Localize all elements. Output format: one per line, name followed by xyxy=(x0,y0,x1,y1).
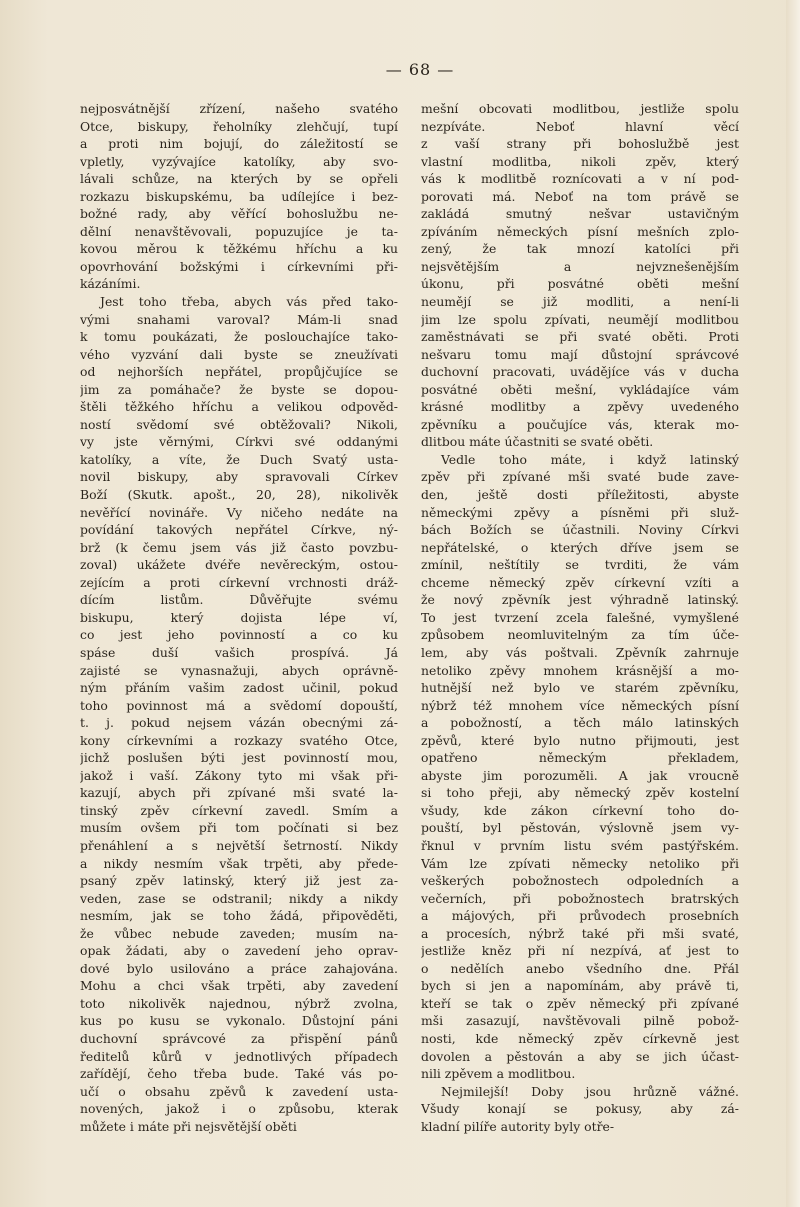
text-line: veškerých pobožnostech odpoledních a xyxy=(421,873,739,889)
text-line: Všudy konají se pokusy, aby zá- xyxy=(421,1101,739,1117)
text-line: a procesích, nýbrž také při mši svaté, xyxy=(421,925,739,941)
text-line: toho povinnost má a svědomí dopouští, xyxy=(80,697,398,713)
text-line: nejsvětějším a nejvznešenějším xyxy=(421,258,739,274)
text-line: zený, že tak mnozí katolíci při xyxy=(421,241,739,257)
text-line: o nedělích anebo všedního dne. Přál xyxy=(421,960,739,976)
text-line: kteří se tak o zpěv německý při zpívané xyxy=(421,995,739,1011)
text-line: že vůbec nebude zaveden; musím na- xyxy=(80,925,398,941)
text-line: rozkazu biskupskému, ba udílejíce i bez- xyxy=(80,188,398,204)
text-line: zaměstnávati se při svaté oběti. Proti xyxy=(421,329,739,345)
text-line: kazují, abych při zpívané mši svaté la- xyxy=(80,785,398,801)
text-line: t. j. pokud nejsem vázán obecnými zá- xyxy=(80,715,398,731)
text-line: nešvaru tomu mají důstojní správcové xyxy=(421,346,739,362)
text-line: dícím listům. Důvěřujte svému xyxy=(80,592,398,608)
text-line: řknul v prvním listu svém pastýřském. xyxy=(421,837,739,853)
right-column xyxy=(421,100,739,1135)
text-line: bych si jen a napomínám, aby právě ti, xyxy=(421,978,739,994)
text-line: zejícím a proti církevní vrchnosti dráž- xyxy=(80,574,398,590)
text-line: Boží (Skutk. apošt., 20, 28), nikolivěk xyxy=(80,487,398,503)
text-line: Otce, biskupy, řeholníky zlehčují, tupí xyxy=(80,118,398,134)
text-line: duchovní správcové za přispění pánů xyxy=(80,1030,398,1046)
text-line: zpěvníku a poučujíce vás, kterak mo- xyxy=(421,416,739,432)
text-line: tinský zpěv církevní zavedl. Smím a xyxy=(80,802,398,818)
text-line: vy jste věrnými, Církvi své oddanými xyxy=(80,434,398,450)
text-line: a proti nim bojují, do záležitostí se xyxy=(80,136,398,152)
text-line: jim lze spolu zpívati, neumějí modlitbou xyxy=(421,311,739,327)
text-line: ností svědomí své obtěžovali? Nikoli, xyxy=(80,416,398,432)
text-line: zpěvů, které bylo nutno přijmouti, jest xyxy=(421,732,739,748)
text-line: pouští, byl pěstován, výslovně jsem vy- xyxy=(421,820,739,836)
text-line: toto nikolivěk najednou, nýbrž zvolna, xyxy=(80,995,398,1011)
text-line: opovrhování božskými i církevními při- xyxy=(80,258,398,274)
text-line: spáse duší vašich prospívá. Já xyxy=(80,644,398,660)
text-line: si toho přeji, aby německý zpěv kostelní xyxy=(421,785,739,801)
text-line: psaný zpěv latinský, který již jest za- xyxy=(80,873,398,889)
text-line: jichž poslušen býti jest povinností mou, xyxy=(80,750,398,766)
text-line: nejposvátnější zřízení, našeho svatého xyxy=(80,101,398,116)
text-line: nesmím, jak se toho žádá, připověděti, xyxy=(80,908,398,924)
text-line: neumějí se již modliti, a není-li xyxy=(421,294,739,310)
page-number: — 68 — xyxy=(385,60,455,79)
text-line: biskupu, který dojista lépe ví, xyxy=(80,609,398,625)
text-line: božné rady, aby věřící bohoslužbu ne- xyxy=(80,206,398,222)
text-line: Jest toho třeba, abych vás před tako- xyxy=(100,294,398,310)
paragraph xyxy=(421,1083,739,1136)
text-line: Mohu a chci však trpěti, aby zavedení xyxy=(80,978,398,994)
text-line: jim za pomáhače? že byste se dopou- xyxy=(80,381,398,397)
text-line: mši zasazují, navštěvovali pilně pobož- xyxy=(421,1013,739,1029)
text-line: veden, zase se odstranil; nikdy a nikdy xyxy=(80,890,398,906)
text-line: lem, aby vás poštvali. Zpěvník zahrnuje xyxy=(421,644,739,660)
text-line: duchovní pracovati, uvádějíce vás v ducha xyxy=(421,364,739,380)
text-line: přenáhlení a s největší šetrností. Nikdy xyxy=(80,837,398,853)
text-line: dovolen a pěstován a aby se jich účast- xyxy=(421,1048,739,1064)
text-line: kázáními. xyxy=(80,276,141,292)
text-line: zajisté se vynasnažuji, abych oprávně- xyxy=(80,662,398,678)
text-line: abyste jim porozuměli. A jak vroucně xyxy=(421,767,739,783)
paragraph xyxy=(421,451,739,1083)
text-line: ředitelů kůrů v jednotlivých případech xyxy=(80,1048,398,1064)
paragraph xyxy=(80,293,398,1135)
text-line: zařídějí, čeho třeba bude. Také vás po- xyxy=(80,1066,398,1082)
text-line: vpletly, vyzývajíce katolíky, aby svo- xyxy=(80,153,398,169)
text-line: zpíváním německých písní mešních zplo- xyxy=(421,223,739,239)
text-line: nezpíváte. Neboť hlavní věcí xyxy=(421,118,739,134)
text-line: dové bylo usilováno a práce zahajována. xyxy=(80,960,398,976)
text-line: Vedle toho máte, i když latinský xyxy=(441,451,739,467)
text-line: jestliže kněz při ní nezpívá, ať jest to xyxy=(421,943,739,959)
text-line: nýbrž též mnohem více německých písní xyxy=(421,697,739,713)
text-line: můžete i máte při nejsvětější oběti xyxy=(80,1118,297,1134)
text-line: že nový zpěvník jest výhradně latinský. xyxy=(421,592,739,608)
text-line: den, ještě dosti příležitosti, abyste xyxy=(421,487,739,503)
text-line: lávali schůze, na kterých by se opřeli xyxy=(80,171,398,187)
text-line: kladní pilíře autority byly otře- xyxy=(421,1118,615,1134)
text-line: vlastní modlitba, nikoli zpěv, který xyxy=(421,153,739,169)
text-line: jakož i vaší. Zákony tyto mi však při- xyxy=(80,767,398,783)
text-line: nili zpěvem a modlitbou. xyxy=(421,1066,576,1082)
text-line: mešní obcovati modlitbou, jestliže spolu xyxy=(421,101,739,116)
text-line: hutnější než bylo ve starém zpěvníku, xyxy=(421,680,739,696)
text-line: z vaší strany při bohoslužbě jest xyxy=(421,136,739,152)
text-line: katolíky, a víte, že Duch Svatý usta- xyxy=(80,451,398,467)
text-line: posvátné oběti mešní, vykládajíce vám xyxy=(421,381,739,397)
text-line: úkonu, při posvátné oběti mešní xyxy=(421,276,739,292)
text-line: vého vyzvání dali byste se zneužívati xyxy=(80,346,398,362)
text-line: kus po kusu se vykonalo. Důstojní páni xyxy=(80,1013,398,1029)
text-line: ným přáním vašim zadost učinil, pokud xyxy=(80,680,398,696)
text-line: k tomu poukázati, že poslouchajíce tako- xyxy=(80,329,398,345)
text-line: dělní nenavštěvovali, popuzujíce je ta- xyxy=(80,223,398,239)
text-line: zpěv při zpívané mši svaté bude zave- xyxy=(421,469,739,485)
text-line: novil biskupy, aby spravovali Církev xyxy=(80,469,398,485)
text-line: To jest tvrzení zcela falešné, vymyšlené xyxy=(421,609,739,625)
text-line: a nikdy nesmím však trpěti, aby přede- xyxy=(80,855,398,871)
text-line: učí o obsahu zpěvů k zavedení usta- xyxy=(80,1083,398,1099)
text-line: všudy, kde zákon církevní toho do- xyxy=(421,802,739,818)
text-line: porovati má. Neboť na tom právě se xyxy=(421,188,739,204)
text-line: vými snahami varoval? Mám-li snad xyxy=(80,311,398,327)
text-line: kony církevními a rozkazy svatého Otce, xyxy=(80,732,398,748)
text-line: nevěřící novináře. Vy ničeho nedáte na xyxy=(80,504,398,520)
text-line: povídání takových nepřátel Církve, ný- xyxy=(80,522,398,538)
text-line: dlitbou máte účastniti se svaté oběti. xyxy=(421,434,654,450)
text-line: zmínil, neštítily se tvrditi, že vám xyxy=(421,557,739,573)
text-line: Nejmilejší! Doby jsou hrůzně vážné. xyxy=(441,1083,739,1099)
text-line: a pobožností, a těch málo latinských xyxy=(421,715,739,731)
text-line: chceme německý zpěv církevní vzíti a xyxy=(421,574,739,590)
text-line: netoliko zpěvy mnohem krásnější a mo- xyxy=(421,662,739,678)
text-line: opak žádati, aby o zavedení jeho oprav- xyxy=(80,943,398,959)
text-line: Vám lze zpívati německy netoliko při xyxy=(421,855,739,871)
text-line: a májových, při průvodech prosebních xyxy=(421,908,739,924)
paragraph xyxy=(421,100,739,451)
page-edge xyxy=(786,0,800,1207)
text-line: novených, jakož i o způsobu, kterak xyxy=(80,1101,398,1117)
text-line: krásné modlitby a zpěvy uvedeného xyxy=(421,399,739,415)
text-line: nosti, kde německý zpěv církevně jest xyxy=(421,1030,739,1046)
paragraph xyxy=(80,100,398,293)
text-line: co jest jeho povinností a co ku xyxy=(80,627,398,643)
text-line: opatřeno německým překladem, xyxy=(421,750,739,766)
text-line: bách Božích se účastnili. Noviny Církvi xyxy=(421,522,739,538)
text-line: štěli těžkého hříchu a velikou odpověd- xyxy=(80,399,398,415)
text-line: od nejhorších nepřátel, propůjčujíce se xyxy=(80,364,398,380)
text-line: musím ovšem při tom počínati si bez xyxy=(80,820,398,836)
text-line: zoval) ukážete dvéře nevěreckým, ostou- xyxy=(80,557,398,573)
text-line: kovou měrou k těžkému hříchu a ku xyxy=(80,241,398,257)
text-line: německými zpěvy a písněmi při služ- xyxy=(421,504,739,520)
text-line: nepřátelské, o kterých dříve jsem se xyxy=(421,539,739,555)
text-line: zakládá smutný nešvar ustavičným xyxy=(421,206,739,222)
text-line: vás k modlitbě roznícovati a v ní pod- xyxy=(421,171,739,187)
text-line: večerních, při pobožnostech bratrských xyxy=(421,890,739,906)
text-line: brž (k čemu jsem vás již často povzbu- xyxy=(80,539,398,555)
text-line: způsobem neomluvitelným za tím úče- xyxy=(421,627,739,643)
left-column xyxy=(80,100,398,1135)
